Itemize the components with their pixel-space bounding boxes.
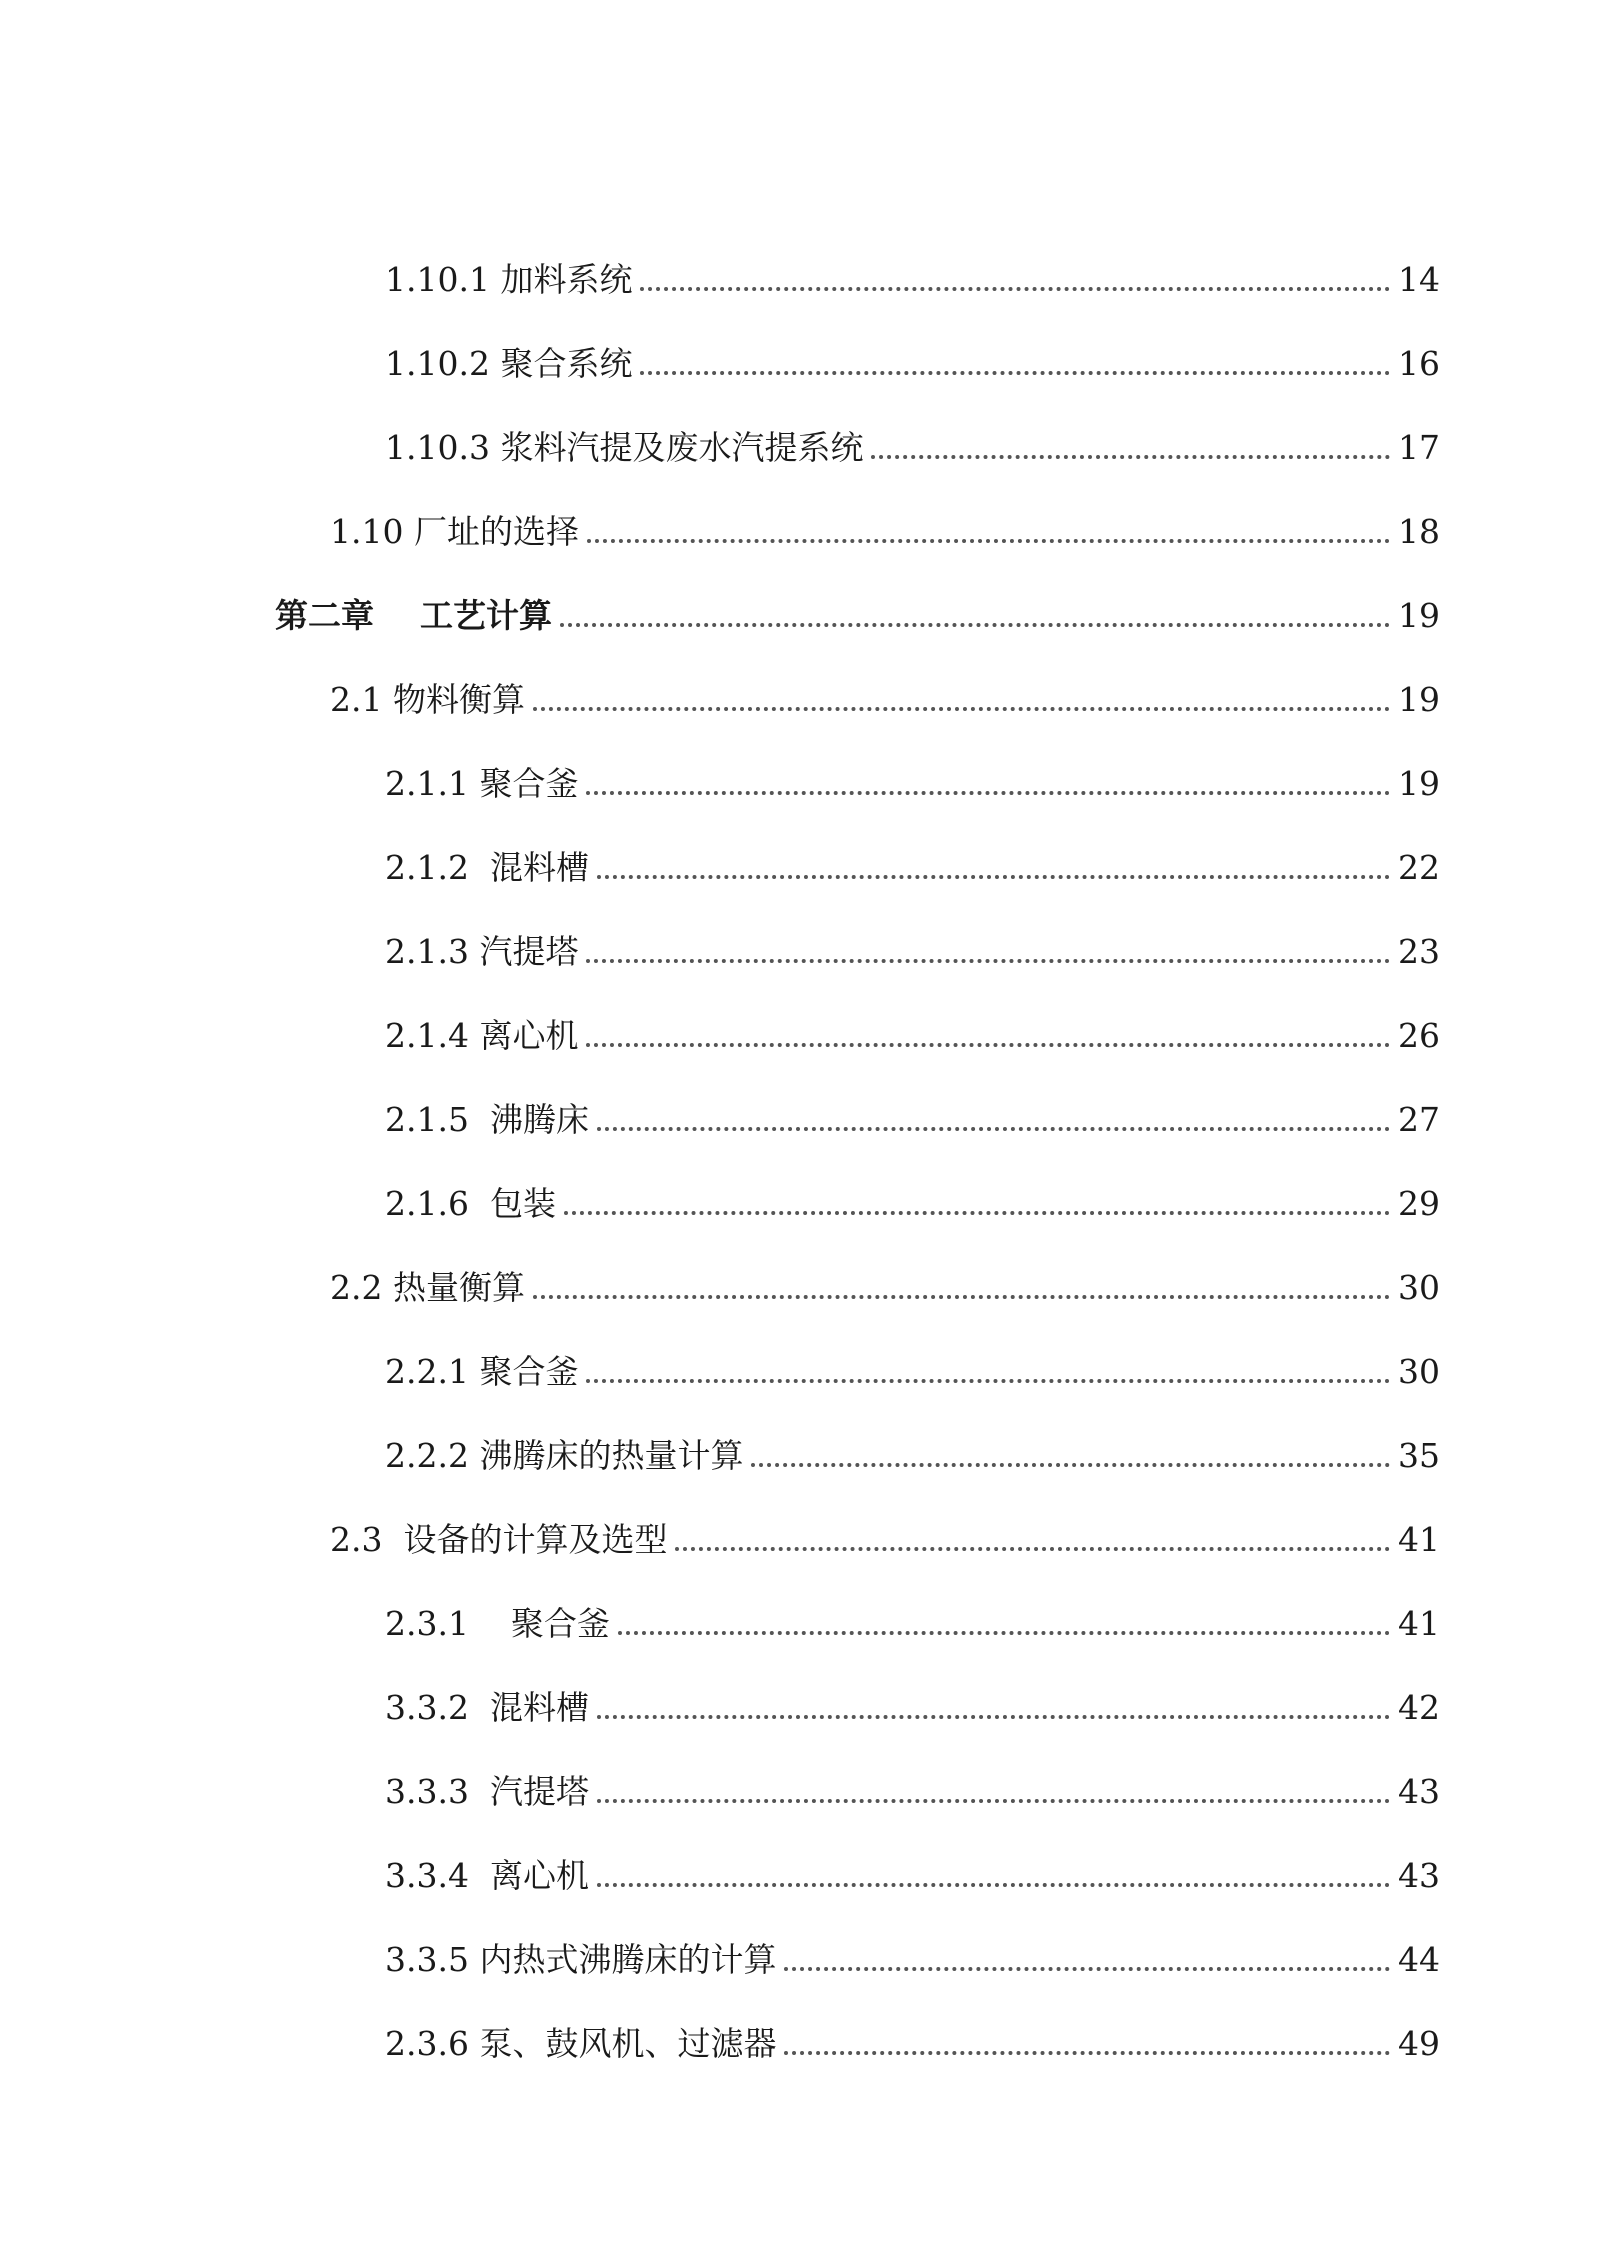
toc-entry-title: 3.3.5 内热式沸腾床的计算 (385, 1940, 777, 1979)
toc-dot-leader (784, 1967, 1390, 1971)
toc-dot-leader (586, 959, 1390, 963)
toc-dot-leader (586, 791, 1390, 795)
toc-dot-leader (533, 1295, 1390, 1299)
toc-entry-title: 第二章 工艺计算 (275, 596, 552, 635)
toc-dot-leader (751, 1463, 1390, 1467)
toc-page-number: 30 (1398, 1268, 1440, 1307)
toc-page-number: 19 (1398, 764, 1440, 803)
toc-entry[interactable] (330, 664, 1440, 720)
toc-dot-leader (597, 1127, 1390, 1131)
toc-dot-leader (675, 1547, 1390, 1551)
toc-entry-title: 1.10 厂址的选择 (330, 512, 579, 551)
toc-page-number: 27 (1398, 1100, 1440, 1139)
toc-entry-title: 1.10.2 聚合系统 (385, 344, 633, 383)
toc-entry[interactable] (385, 1756, 1440, 1812)
toc-entry-title: 2.1 物料衡算 (330, 680, 525, 719)
toc-entry[interactable] (385, 244, 1440, 300)
toc-dot-leader (640, 287, 1390, 291)
toc-entry-title: 2.1.1 聚合釜 (385, 764, 579, 803)
toc-entry-title: 2.1.4 离心机 (385, 1016, 579, 1055)
toc-entry[interactable] (385, 1924, 1440, 1980)
toc-dot-leader (618, 1631, 1390, 1635)
toc-entry[interactable] (385, 1084, 1440, 1140)
toc-entry-title: 2.3.6 泵、鼓风机、过滤器 (385, 2024, 777, 2063)
toc-page-number: 19 (1398, 680, 1440, 719)
toc-dot-leader (784, 2051, 1390, 2055)
toc-dot-leader (533, 707, 1390, 711)
toc-entry-title: 1.10.1 加料系统 (385, 260, 633, 299)
toc-dot-leader (564, 1211, 1390, 1215)
toc-dot-leader (597, 1883, 1390, 1887)
toc-page-number: 14 (1398, 260, 1440, 299)
toc-entry[interactable] (385, 1672, 1440, 1728)
toc-entry[interactable] (385, 916, 1440, 972)
toc-entry-title: 2.2.1 聚合釜 (385, 1352, 579, 1391)
toc-dot-leader (871, 455, 1390, 459)
toc-page-number: 43 (1398, 1772, 1440, 1811)
toc-dot-leader (586, 1043, 1390, 1047)
toc-page-number: 29 (1398, 1184, 1440, 1223)
toc-entry[interactable] (385, 1168, 1440, 1224)
toc-entry[interactable] (385, 2008, 1440, 2064)
toc-page-number: 22 (1398, 848, 1440, 887)
toc-entry-title: 2.1.2 混料槽 (385, 848, 589, 887)
toc-entry-title: 2.1.3 汽提塔 (385, 932, 579, 971)
toc-entry-title: 2.2 热量衡算 (330, 1268, 525, 1307)
toc-page-number: 44 (1398, 1940, 1440, 1979)
toc-dot-leader (597, 1799, 1390, 1803)
toc-entry[interactable] (275, 580, 1440, 636)
toc-entry[interactable] (385, 1336, 1440, 1392)
toc-page-number: 18 (1398, 512, 1440, 551)
toc-entry-title: 2.1.5 沸腾床 (385, 1100, 589, 1139)
toc-page-number: 19 (1398, 596, 1440, 635)
toc-entry[interactable] (330, 1252, 1440, 1308)
toc-entry[interactable] (330, 496, 1440, 552)
toc-entry-title: 3.3.3 汽提塔 (385, 1772, 589, 1811)
toc-entry-title: 2.1.6 包装 (385, 1184, 556, 1223)
toc-entry-title: 1.10.3 浆料汽提及废水汽提系统 (385, 428, 864, 467)
toc-entry[interactable] (385, 1588, 1440, 1644)
toc-entry[interactable] (385, 412, 1440, 468)
toc-page-number: 35 (1398, 1436, 1440, 1475)
toc-dot-leader (586, 1379, 1390, 1383)
toc-entry[interactable] (385, 1420, 1440, 1476)
toc-page-number: 41 (1398, 1604, 1440, 1643)
toc-dot-leader (587, 539, 1390, 543)
toc-page-number: 42 (1398, 1688, 1440, 1727)
toc-page-number: 43 (1398, 1856, 1440, 1895)
toc-page-number: 49 (1398, 2024, 1440, 2063)
toc-page-number: 41 (1398, 1520, 1440, 1559)
toc-entry[interactable] (330, 1504, 1440, 1560)
toc-entry-title: 3.3.4 离心机 (385, 1856, 589, 1895)
toc-page-number: 30 (1398, 1352, 1440, 1391)
toc-entry-title: 2.2.2 沸腾床的热量计算 (385, 1436, 744, 1475)
toc-entry-title: 3.3.2 混料槽 (385, 1688, 589, 1727)
toc-entry[interactable] (385, 1000, 1440, 1056)
toc-entry[interactable] (385, 748, 1440, 804)
toc-entry[interactable] (385, 832, 1440, 888)
toc-entry[interactable] (385, 1840, 1440, 1896)
toc-page-number: 17 (1398, 428, 1440, 467)
toc-dot-leader (640, 371, 1390, 375)
toc-entry-title: 2.3 设备的计算及选型 (330, 1520, 668, 1559)
toc-page-number: 16 (1398, 344, 1440, 383)
toc-page-number: 23 (1398, 932, 1440, 971)
toc-page-number: 26 (1398, 1016, 1440, 1055)
toc-dot-leader (560, 623, 1390, 627)
toc-entry[interactable] (385, 328, 1440, 384)
toc-dot-leader (597, 875, 1390, 879)
toc-entry-title: 2.3.1 聚合釜 (385, 1604, 610, 1643)
toc-dot-leader (597, 1715, 1390, 1719)
